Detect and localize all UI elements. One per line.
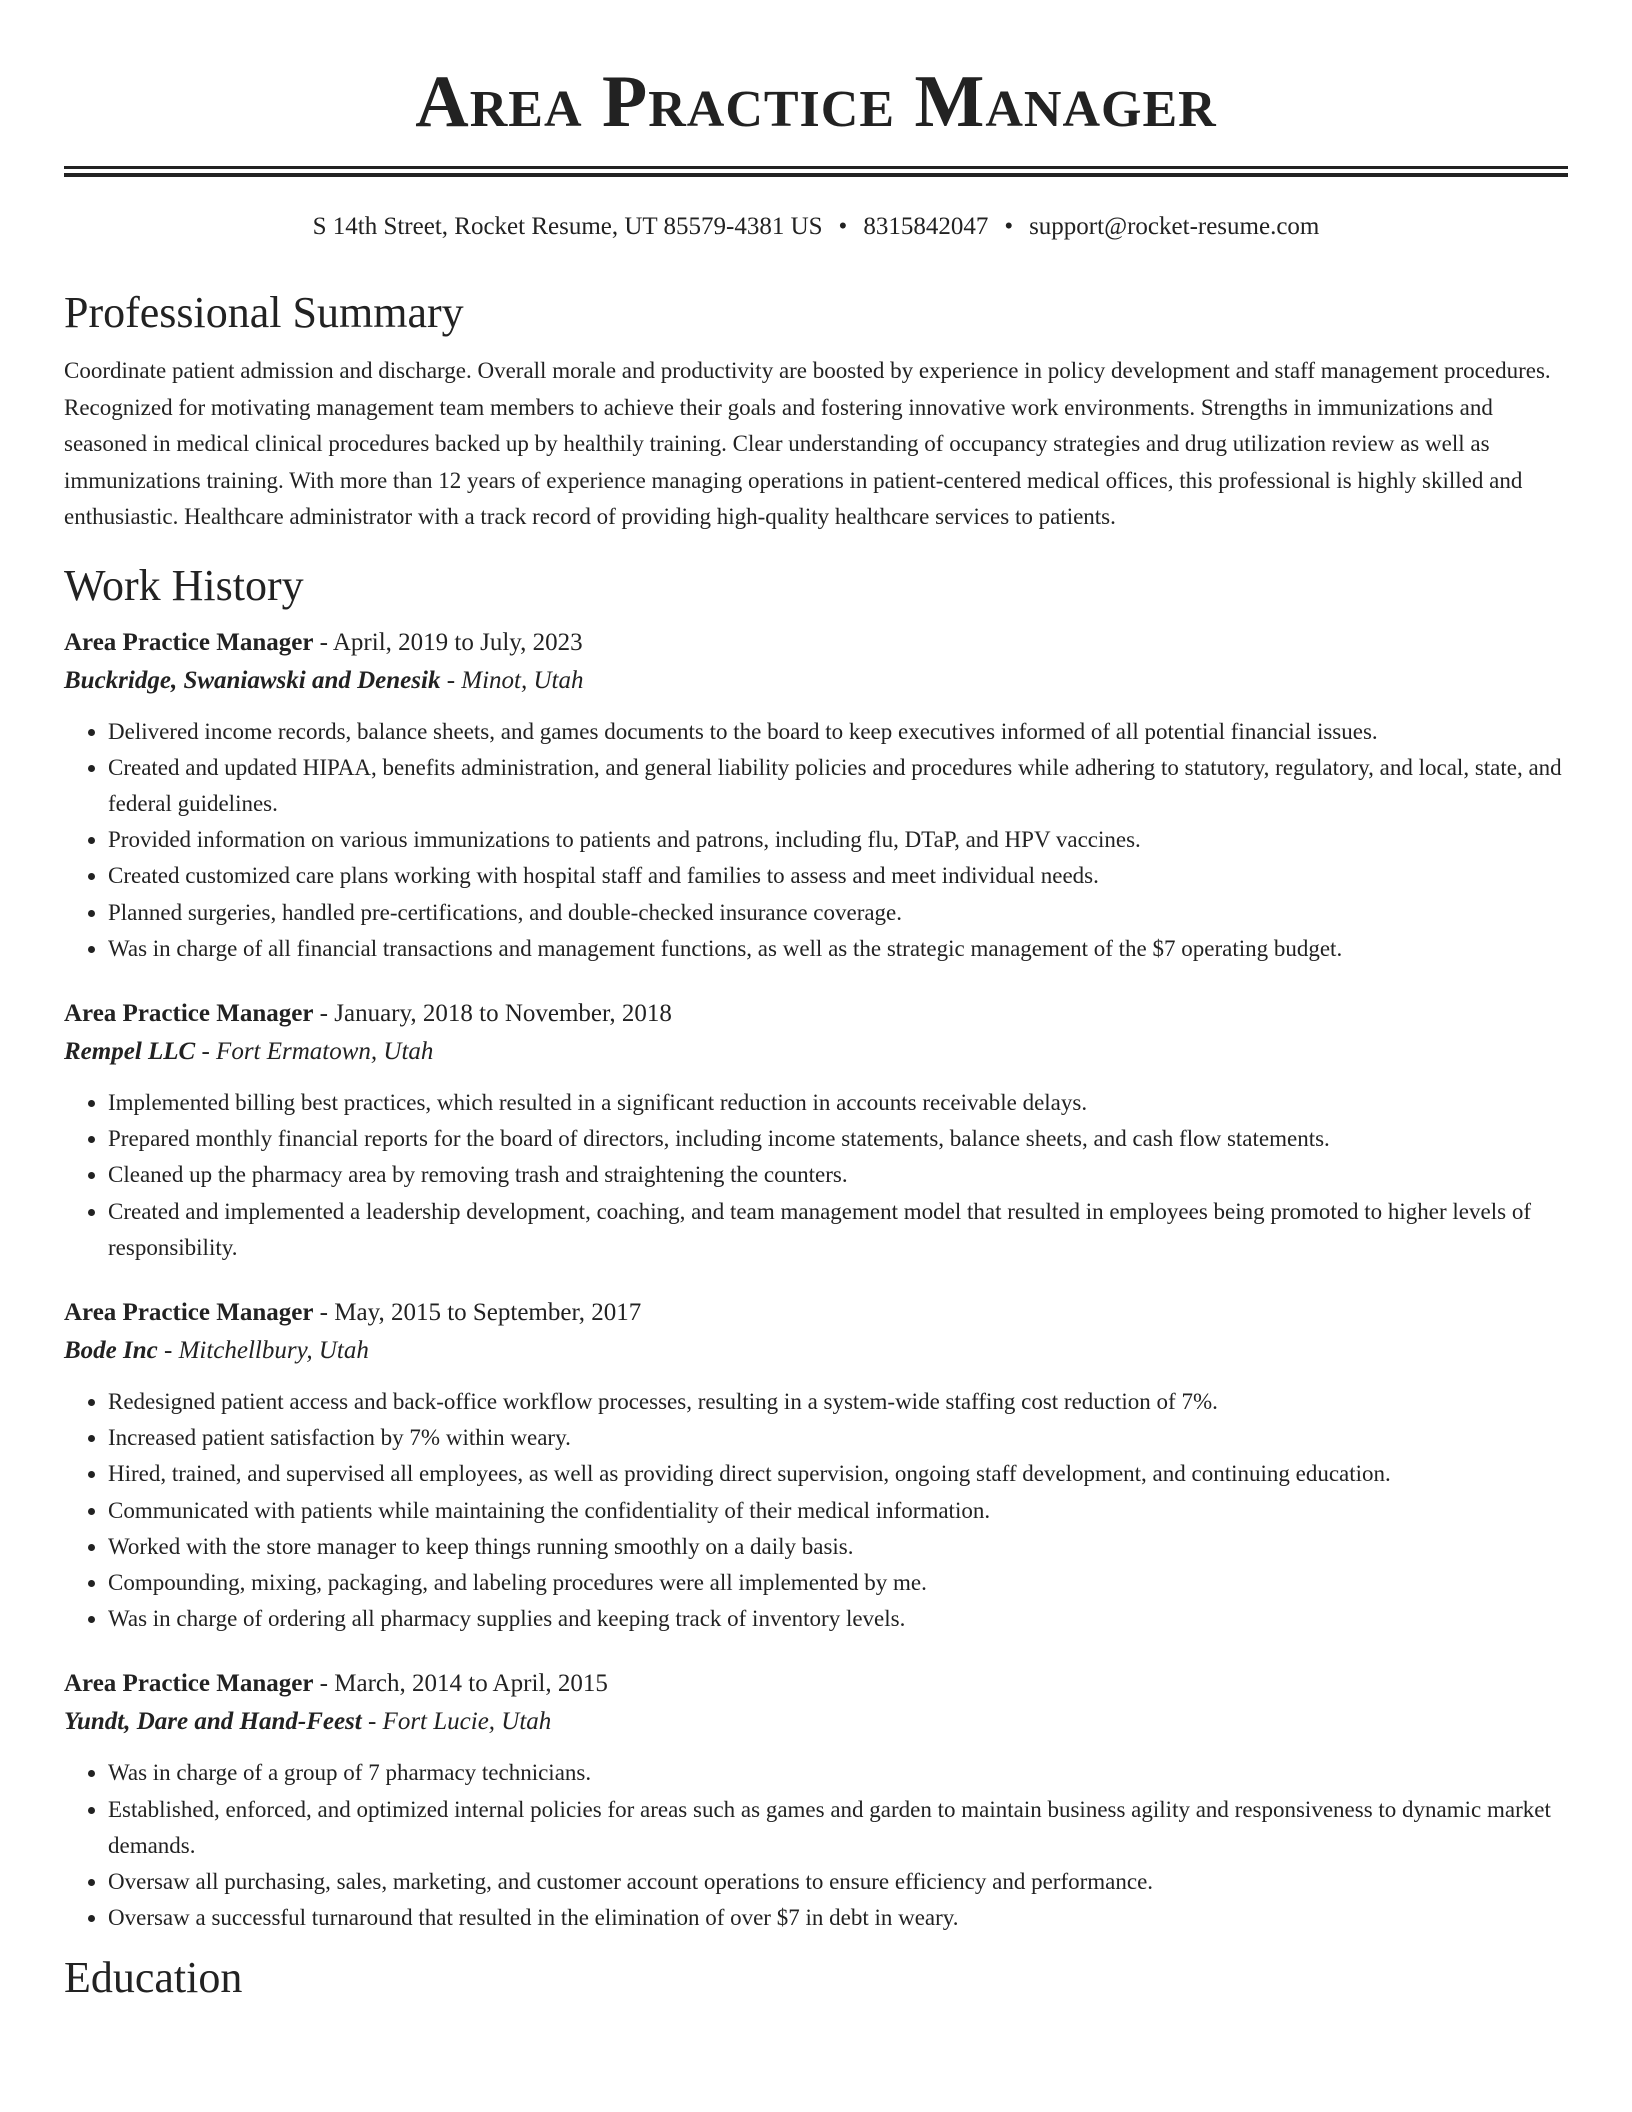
job-title-line — [64, 1294, 1568, 1332]
job-company-line — [64, 1703, 1568, 1741]
duty-item: • Oversaw a successful turnaround that resulted in the elimination of over $7 in debt in weary. — [108, 1900, 1568, 1936]
job-location: - Fort Lucie, Utah — [361, 1708, 552, 1736]
job-duties — [64, 714, 1568, 967]
job-company: Rempel LLC — [64, 1037, 196, 1065]
job-location: - Minot, Utah — [440, 666, 584, 694]
job-company: Yundt, Dare and Hand-Feest — [64, 1708, 362, 1736]
duty-item: • Implemented billing best practices, which resulted in a significant reduction in accounts receivable delays. — [108, 1085, 1568, 1121]
job-location: - Fort Ermatown, Utah — [195, 1037, 434, 1065]
section-heading-work-history: Work History — [64, 560, 304, 610]
job-dates: - May, 2015 to September, 2017 — [313, 1298, 642, 1326]
duty-item: • Was in charge of all financial transactions and management functions, as well as the strategic management of the $7 operating budget. — [108, 931, 1568, 967]
job-title-line — [64, 624, 1568, 662]
section-heading-education: Education — [64, 1953, 243, 2003]
duty-item: • Was in charge of ordering all pharmacy supplies and keeping track of inventory levels. — [108, 1601, 1568, 1637]
contact-address: S 14th Street, Rocket Resume, UT 85579-4381 US — [312, 213, 823, 240]
job-company-line — [64, 1033, 1568, 1071]
duty-item: • Established, enforced, and optimized internal policies for areas such as games and garden to maintain business agility and responsiveness to dynamic market demands. — [108, 1792, 1568, 1864]
job-company-line — [64, 662, 1568, 700]
job-entry — [64, 624, 1568, 967]
job-entry — [64, 995, 1568, 1266]
job-duties — [64, 1085, 1568, 1266]
duty-item: • Prepared monthly financial reports for the board of directors, including income statements, balance sheets, and cash flow statements. — [108, 1121, 1568, 1157]
header-divider — [64, 166, 1568, 177]
job-location: - Mitchellbury, Utah — [157, 1336, 369, 1364]
duty-item: • Communicated with patients while maintaining the confidentiality of their medical information. — [108, 1493, 1568, 1529]
job-company: Buckridge, Swaniawski and Denesik — [64, 666, 441, 694]
job-title-line — [64, 1665, 1568, 1703]
duty-item: • Worked with the store manager to keep things running smoothly on a daily basis. — [108, 1529, 1568, 1565]
job-duties — [64, 1755, 1568, 1936]
job-title: Area Practice Manager — [64, 1670, 314, 1698]
job-title-line — [64, 995, 1568, 1033]
job-title: Area Practice Manager — [64, 999, 314, 1027]
job-dates: - March, 2014 to April, 2015 — [313, 1670, 608, 1698]
duty-item: • Planned surgeries, handled pre-certifications, and double-checked insurance coverage. — [108, 895, 1568, 931]
job-entry — [64, 1665, 1568, 1936]
duty-item: • Was in charge of a group of 7 pharmacy technicians. — [108, 1755, 1568, 1791]
duty-item: • Provided information on various immunizations to patients and patrons, including flu, DTaP, and HPV vaccines. — [108, 822, 1568, 858]
contact-email: support@rocket-resume.com — [1029, 213, 1320, 240]
contact-separator: • — [1004, 213, 1014, 240]
job-company: Bode Inc — [64, 1336, 158, 1364]
section-heading-summary: Professional Summary — [64, 288, 464, 337]
duty-item: • Created and implemented a leadership development, coaching, and team management model that resulted in employees being promoted to higher levels of responsibility. — [108, 1194, 1568, 1266]
duty-item: • Oversaw all purchasing, sales, marketing, and customer account operations to ensure efficiency and performance. — [108, 1864, 1568, 1900]
job-entry — [64, 1294, 1568, 1637]
duty-item: • Created and updated HIPAA, benefits administration, and general liability policies and procedures while adhering to statutory, regulatory, and local, state, and federal guidelines. — [108, 750, 1568, 822]
contact-line — [64, 211, 1568, 243]
contact-phone: 8315842047 — [863, 213, 989, 240]
duty-item: • Compounding, mixing, packaging, and labeling procedures were all implemented by me. — [108, 1565, 1568, 1601]
duty-item: • Hired, trained, and supervised all employees, as well as providing direct supervision, ongoing staff development, and continuing education. — [108, 1456, 1568, 1492]
resume-name: Area Practice Manager — [415, 61, 1217, 143]
job-dates: - April, 2019 to July, 2023 — [313, 628, 583, 656]
duty-item: • Created customized care plans working with hospital staff and families to assess and meet individual needs. — [108, 858, 1568, 894]
duty-item: • Cleaned up the pharmacy area by removing trash and straightening the counters. — [108, 1157, 1568, 1193]
contact-separator: • — [838, 213, 848, 240]
job-dates: - January, 2018 to November, 2018 — [313, 999, 672, 1027]
duty-item: • Delivered income records, balance sheets, and games documents to the board to keep executives informed of all potential financial issues. — [108, 714, 1568, 750]
duty-item: • Redesigned patient access and back-office workflow processes, resulting in a system-wide staffing cost reduction of 7%. — [108, 1384, 1568, 1420]
job-title: Area Practice Manager — [64, 1298, 314, 1326]
job-company-line — [64, 1332, 1568, 1370]
job-title: Area Practice Manager — [64, 628, 314, 656]
summary-text: Coordinate patient admission and discharge. Overall morale and productivity are boosted by experience in policy development and staff management procedures. Recognized for motivating management team members to achieve their goals and fostering innovative work environments. Strengths in immunizations and seasoned in medical clinical procedures backed up by healthily training. Clear understanding of occupancy strategies and drug utilization review as well as immunizations training. With more than 12 years of experience managing operations in patient-centered medical offices, this professional is highly skilled and enthusiastic. Healthcare administrator with a track record of providing high-quality healthcare services to patients. — [64, 358, 1551, 529]
job-duties — [64, 1384, 1568, 1637]
duty-item: • Increased patient satisfaction by 7% within weary. — [108, 1420, 1568, 1456]
